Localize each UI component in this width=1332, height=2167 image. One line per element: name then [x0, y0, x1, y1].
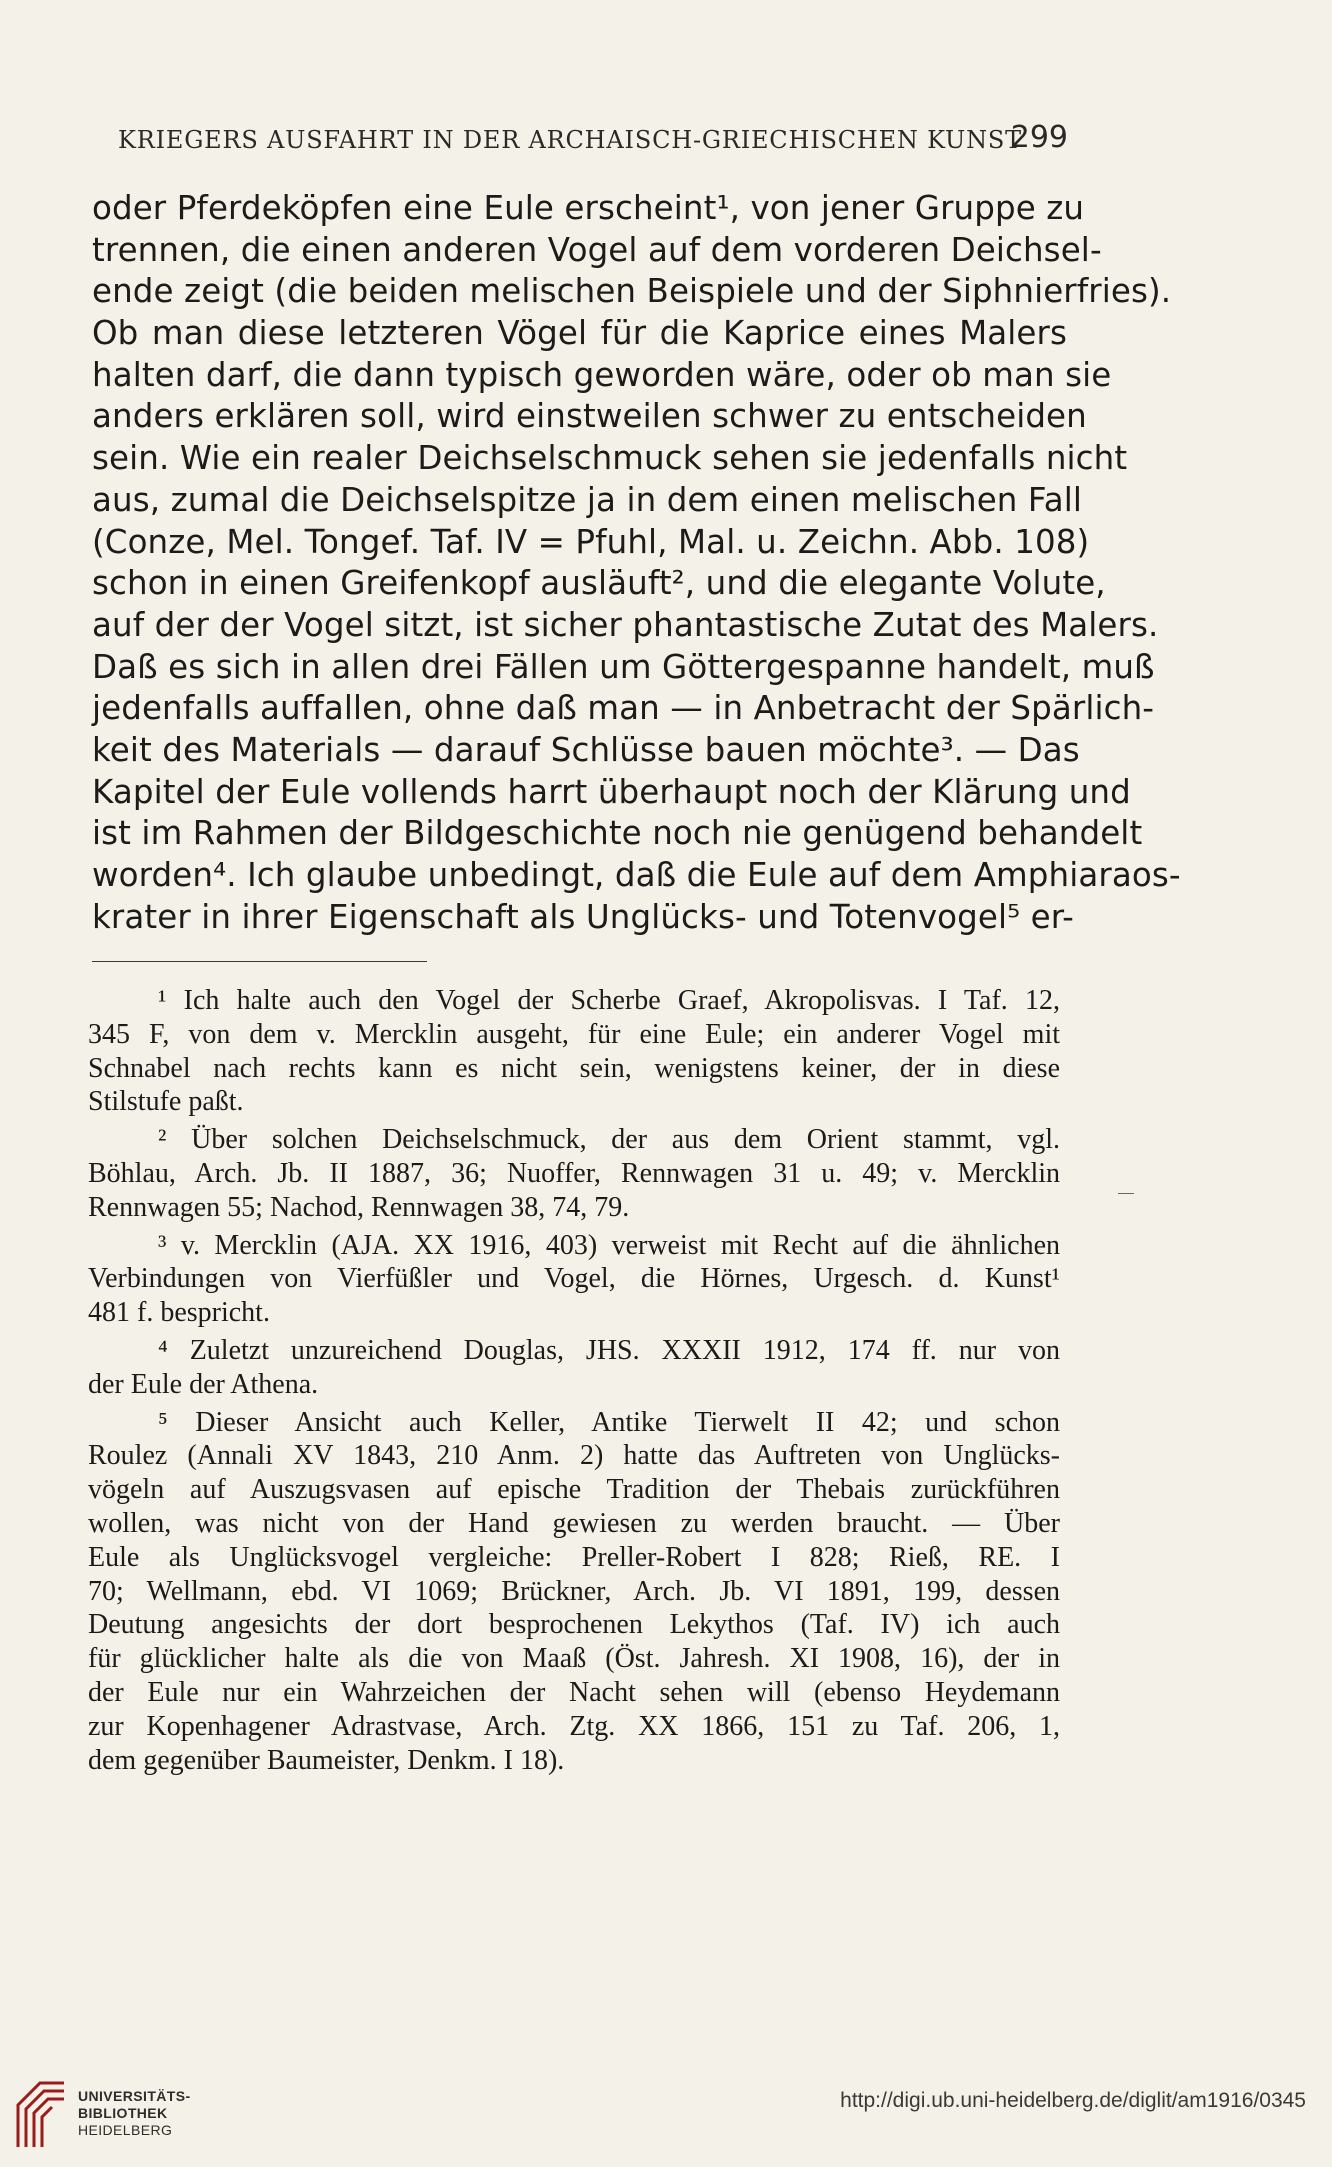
footnote-line: dem gegenüber Baumeister, Denkm. I 18).	[88, 1744, 565, 1776]
body-line: oder Pferdeköpfen eine Eule erscheint¹, von jener Gruppe zu	[92, 189, 1085, 227]
footnote-1	[88, 984, 1060, 1119]
footnote-5	[88, 1406, 1060, 1778]
body-line: Daß es sich in allen drei Fällen um Göttergespanne handelt, muß	[92, 647, 1155, 686]
footnote-line: vögeln auf Auszugsvasen auf epische Tradition der Thebais zurückführen	[88, 1474, 1060, 1506]
footnote-line: zur Kopenhagener Adrastvase, Arch. Ztg. XX 1866, 151 zu Taf. 206, 1,	[88, 1710, 1060, 1742]
footnote-line: Verbindungen von Vierfüßler und Vogel, die Hörnes, Urgesch. d. Kunst¹	[88, 1263, 1060, 1295]
footnote-line: Eule als Unglücksvogel vergleiche: Preller-Robert I 828; Rieß, RE. I	[88, 1541, 1060, 1573]
body-line: worden⁴. Ich glaube unbedingt, daß die Eule auf dem Amphiaraos-	[92, 856, 1181, 894]
institution-line: UNIVERSITÄTS-	[78, 2088, 191, 2104]
footnote-line: der Eule der Athena.	[88, 1368, 319, 1400]
body-line: anders erklären soll, wird einstweilen schwer zu entscheiden	[92, 397, 1087, 436]
institution-line: BIBLIOTHEK	[78, 2105, 168, 2121]
running-head	[118, 120, 1068, 155]
body-line: ende zeigt (die beiden melischen Beispiele und der Siphnierfries).	[92, 272, 1172, 311]
footnote-line: 481 f. bespricht.	[88, 1297, 270, 1329]
footnotes	[88, 984, 1060, 1777]
body-line: halten darf, die dann typisch geworden wäre, oder ob man sie	[92, 355, 1112, 394]
source-url[interactable]: http://digi.ub.uni-heidelberg.de/diglit/am1916/0345	[840, 2089, 1306, 2112]
running-title: KRIEGERS AUSFAHRT IN DER ARCHAISCH-GRIECHISCHEN KUNST	[118, 126, 1022, 154]
margin-mark	[1118, 1193, 1134, 1194]
footnote-line: Stilstufe paßt.	[88, 1086, 244, 1118]
body-line: Kapitel der Eule vollends harrt überhaupt noch der Klärung und	[92, 772, 1131, 811]
footnote-3	[88, 1229, 1060, 1330]
footnote-line: Roulez (Annali XV 1843, 210 Anm. 2) hatte das Auftreten von Unglücks-	[88, 1440, 1060, 1472]
footnote-line: der Eule nur ein Wahrzeichen der Nacht sehen will (ebenso Heydemann	[88, 1676, 1060, 1708]
footnote-line: ⁵ Dieser Ansicht auch Keller, Antike Tierwelt II 42; und schon	[158, 1406, 1060, 1438]
footnote-line: Schnabel nach rechts kann es nicht sein, wenigstens keiner, der in diese	[88, 1052, 1060, 1084]
footnote-line: Deutung angesichts der dort besprochenen Lekythos (Taf. IV) ich auch	[88, 1609, 1060, 1641]
body-line: ist im Rahmen der Bildgeschichte noch nie genügend behandelt	[92, 814, 1143, 853]
footnote-line: Böhlau, Arch. Jb. II 1887, 36; Nuoffer, Rennwagen 31 u. 49; v. Mercklin	[88, 1157, 1060, 1189]
footnote-line: 345 F, von dem v. Mercklin ausgeht, für eine Eule; ein anderer Vogel mit	[88, 1018, 1060, 1050]
body-line: jedenfalls auffallen, ohne daß man — in Anbetracht der Spärlich-	[92, 689, 1155, 728]
body-line: trennen, die einen anderen Vogel auf dem vorderen Deichsel-	[92, 230, 1102, 269]
footnote-line: 70; Wellmann, ebd. VI 1069; Brückner, Arch. Jb. VI 1891, 199, dessen	[88, 1575, 1060, 1607]
body-line: sein. Wie ein realer Deichselschmuck sehen sie jedenfalls nicht	[92, 439, 1128, 478]
footnote-separator	[92, 961, 427, 962]
body-line: auf der der Vogel sitzt, ist sicher phantastische Zutat des Malers.	[92, 605, 1159, 644]
body-line: Ob man diese letzteren Vögel für die Kaprice eines Malers	[92, 314, 1067, 353]
body-line: keit des Materials — darauf Schlüsse bauen möchte³. — Das	[92, 730, 1080, 769]
ub-heidelberg-logo-icon	[12, 2075, 70, 2155]
footnote-line: ⁴ Zuletzt unzureichend Douglas, JHS. XXXII 1912, 174 ff. nur von	[158, 1334, 1060, 1366]
footnote-2	[88, 1123, 1060, 1224]
institution-line: HEIDELBERG	[78, 2122, 173, 2138]
institution-name	[78, 2088, 191, 2139]
footnote-4	[88, 1334, 1060, 1402]
body-text	[92, 188, 1181, 938]
body-line: krater in ihrer Eigenschaft als Unglücks- und Totenvogel⁵ er-	[92, 897, 1074, 936]
body-line: (Conze, Mel. Tongef. Taf. IV = Pfuhl, Mal. u. Zeichn. Abb. 108)	[92, 522, 1090, 561]
footnote-line: für glücklicher halte als die von Maaß (Öst. Jahresh. XI 1908, 16), der in	[88, 1643, 1060, 1675]
page-number: 299	[1010, 120, 1068, 155]
footnote-line: ¹ Ich halte auch den Vogel der Scherbe Graef, Akropolisvas. I Taf. 12,	[158, 985, 1060, 1016]
footnote-line: Rennwagen 55; Nachod, Rennwagen 38, 74, 79.	[88, 1191, 630, 1223]
body-line: schon in einen Greifenkopf ausläuft², und die elegante Volute,	[92, 564, 1106, 603]
footnote-line: ² Über solchen Deichselschmuck, der aus dem Orient stammt, vgl.	[158, 1124, 1060, 1156]
footnote-line: ³ v. Mercklin (AJA. XX 1916, 403) verweist mit Recht auf die ähnlichen	[158, 1229, 1060, 1261]
footnote-line: wollen, was nicht von der Hand gewiesen zu werden braucht. — Über	[88, 1507, 1060, 1539]
body-line: aus, zumal die Deichselspitze ja in dem einen melischen Fall	[92, 480, 1082, 519]
